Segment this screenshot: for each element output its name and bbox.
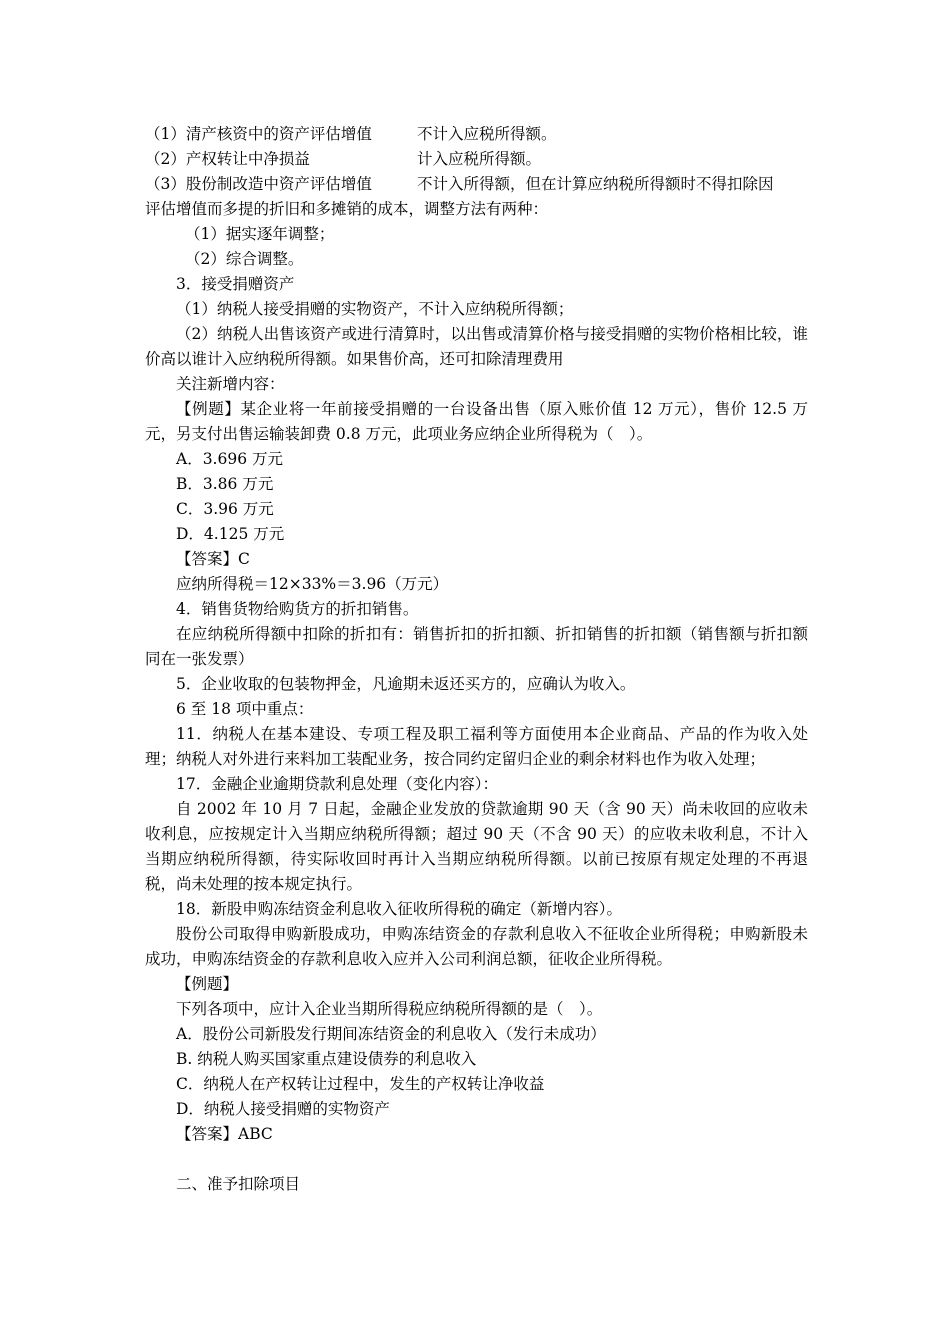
option-b: B. 纳税人购买国家重点建设债券的利息收入 — [176, 1050, 477, 1068]
paragraph: 11．纳税人在基本建设、专项工程及职工福利等方面使用本企业商品、产品的作为收入处理；纳税人对外进行来料加工装配业务，按合同约定留归企业的剩余材料也作为收入处理； — [145, 725, 808, 768]
text-line: 下列各项中，应计入企业当期所得税应纳税所得额的是（ ）。 — [176, 1000, 603, 1018]
text-line: 评估增值而多提的折旧和多摊销的成本，调整方法有两种： — [145, 200, 549, 218]
document-body — [145, 122, 808, 1197]
text-line: （2）综合调整。 — [185, 250, 304, 268]
text-line — [145, 147, 808, 172]
text-line: 【例题】 — [176, 975, 239, 993]
text-line: 6 至 18 项中重点： — [176, 700, 314, 718]
text-line: 关注新增内容： — [176, 375, 285, 393]
answer: 【答案】ABC — [176, 1125, 273, 1143]
text-line: 4．销售货物给购货方的折扣销售。 — [176, 600, 419, 618]
text-line: 3．接受捐赠资产 — [176, 275, 295, 293]
paragraph: （2）纳税人出售该资产或进行清算时，以出售或清算价格与接受捐赠的实物价格相比较，谁价高以谁计入应纳税所得额。如果售价高，还可扣除清理费用 — [145, 325, 808, 368]
line-value: 计入应税所得额。 — [417, 150, 542, 168]
line-label: （3）股份制改造中资产评估增值 — [145, 175, 372, 193]
option-d: D．纳税人接受捐赠的实物资产 — [176, 1100, 390, 1118]
text-line: 应纳所得税＝12×33%＝3.96（万元） — [176, 575, 449, 593]
text-line: （1）据实逐年调整； — [185, 225, 335, 243]
option-d: D．4.125 万元 — [176, 525, 285, 543]
line-label: （2）产权转让中净损益 — [145, 150, 310, 168]
blank-line — [145, 1147, 808, 1172]
option-b: B．3.86 万元 — [176, 475, 274, 493]
section-heading: 二、准予扣除项目 — [176, 1175, 301, 1193]
answer: 【答案】C — [176, 550, 250, 568]
paragraph: 自 2002 年 10 月 7 日起，金融企业发放的贷款逾期 90 天（含 90 天）尚未收回的应收未收利息，应按规定计入当期应纳税所得额；超过 90 天（不含 90 天）的应收未收利息，不计入当期应纳税所得额，待实际收回时再计入当期应纳税所得额。以前已按原有规定处理的不再退税，尚未处理的按本规定执行。 — [145, 800, 808, 893]
text-line: 5．企业收取的包装物押金，凡逾期未返还买方的，应确认为收入。 — [176, 675, 636, 693]
text-line: （1）纳税人接受捐赠的实物资产，不计入应纳税所得额； — [176, 300, 574, 318]
paragraph: 在应纳税所得额中扣除的折扣有：销售折扣的折扣额、折扣销售的折扣额（销售额与折扣额同在一张发票） — [145, 625, 808, 668]
option-c: C．3.96 万元 — [176, 500, 274, 518]
line-value: 不计入所得额，但在计算应纳税所得额时不得扣除因 — [417, 175, 774, 193]
option-c: C．纳税人在产权转让过程中，发生的产权转让净收益 — [176, 1075, 545, 1093]
text-line: 17．金融企业逾期贷款利息处理（变化内容）： — [176, 775, 498, 793]
text-line — [145, 122, 808, 147]
text-line: 18．新股申购冻结资金利息收入征收所得税的确定（新增内容）。 — [176, 900, 622, 918]
line-label: （1）清产核资中的资产评估增值 — [145, 125, 372, 143]
line-value: 不计入应税所得额。 — [417, 125, 557, 143]
option-a: A．股份公司新股发行期间冻结资金的利息收入（发行未成功） — [176, 1025, 606, 1043]
text-line — [145, 172, 808, 197]
paragraph: 股份公司取得申购新股成功，申购冻结资金的存款利息收入不征收企业所得税；申购新股未成功，申购冻结资金的存款利息收入应并入公司利润总额，征收企业所得税。 — [145, 925, 808, 968]
paragraph: 【例题】某企业将一年前接受捐赠的一台设备出售（原入账价值 12 万元），售价 12.5 万元，另支付出售运输装卸费 0.8 万元，此项业务应纳企业所得税为（ ）。 — [145, 400, 808, 443]
option-a: A．3.696 万元 — [176, 450, 283, 468]
